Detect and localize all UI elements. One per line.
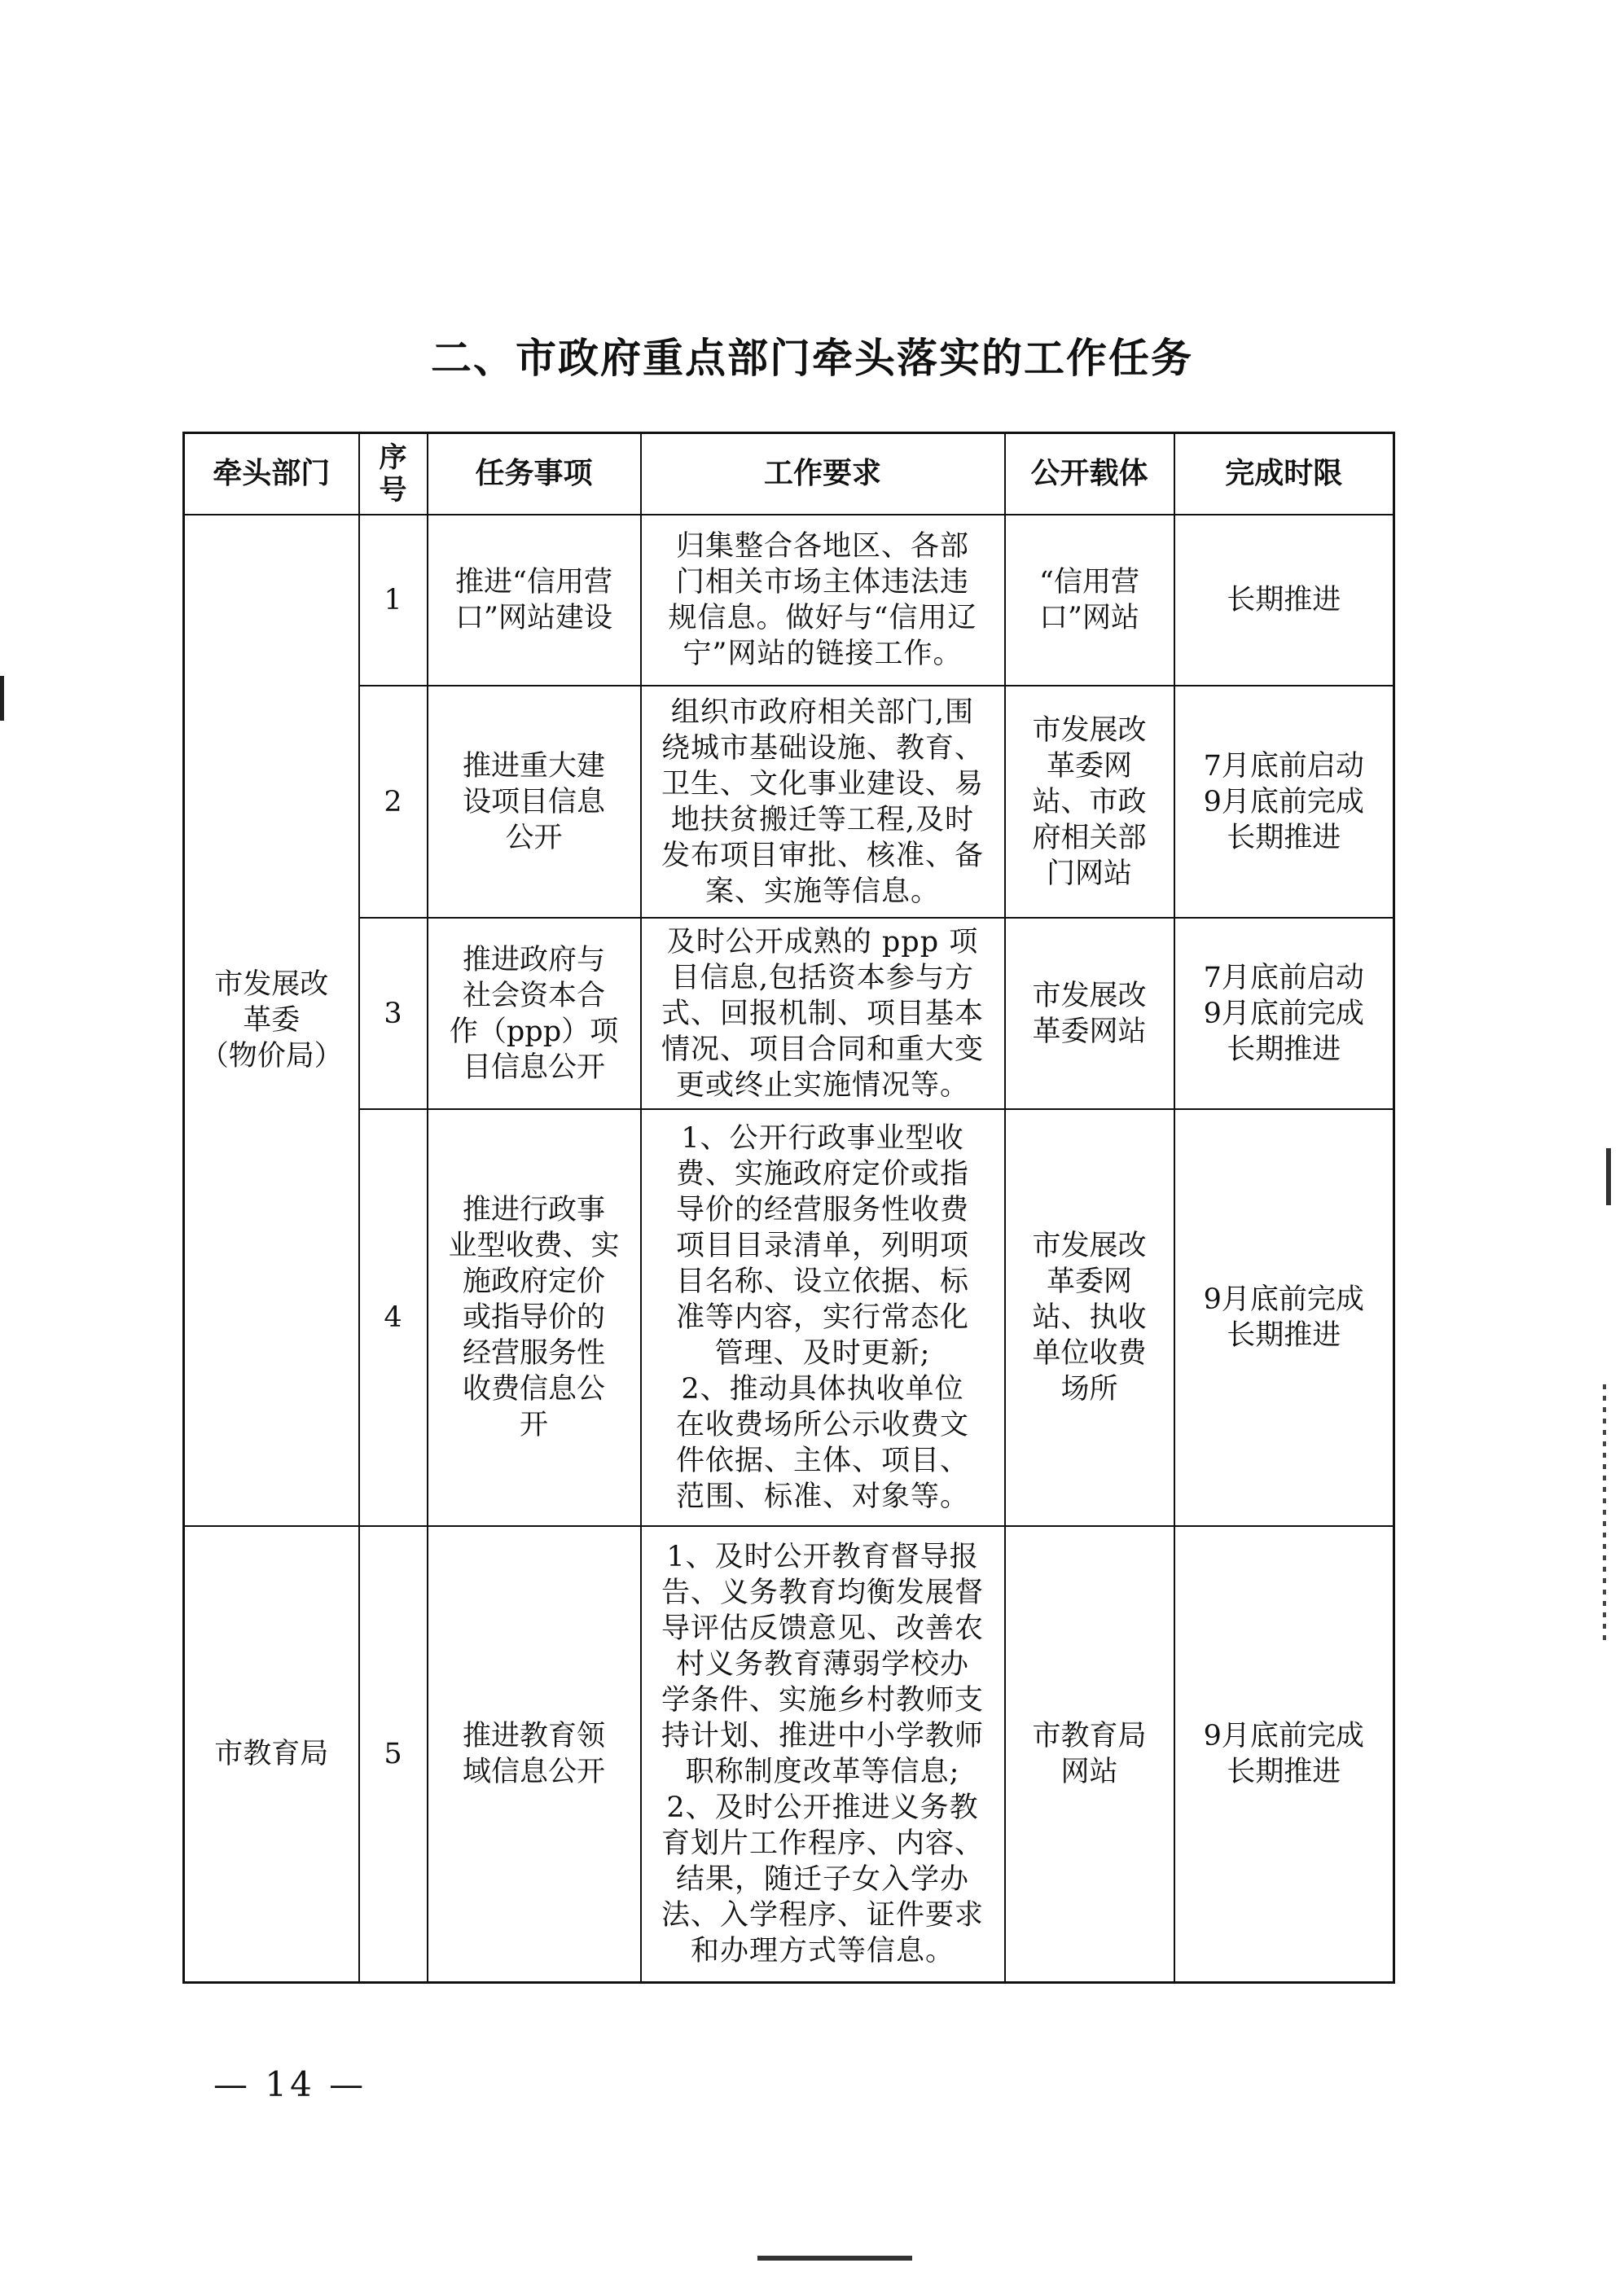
requirement-line: 费、实施政府定价或指 xyxy=(675,1158,969,1191)
carrier-cell xyxy=(1005,1526,1174,1982)
carrier-cell xyxy=(1005,1109,1174,1526)
scan-artifact xyxy=(0,676,4,721)
seq-cell: 4 xyxy=(359,1109,428,1526)
carrier-line: 单位收费 xyxy=(1032,1337,1147,1370)
deadline-line: 9月底前完成 xyxy=(1203,997,1364,1030)
table-row xyxy=(184,1109,1394,1526)
requirement-line: 结果，随迁子女入学办 xyxy=(675,1862,969,1896)
task-line: 目信息公开 xyxy=(462,1050,605,1084)
task-line: 设项目信息 xyxy=(462,785,605,818)
deadline-line: 7月底前启动 xyxy=(1203,961,1364,994)
requirement-line: 组织市政府相关部门,围 xyxy=(670,695,975,729)
requirement-line: 案、实施等信息。 xyxy=(704,875,940,908)
deadline-line: 长期推进 xyxy=(1227,584,1341,616)
carrier-line: 市发展改 xyxy=(1032,1230,1147,1262)
deadline-line: 长期推进 xyxy=(1227,1319,1341,1352)
task-line: 推进“信用营 xyxy=(455,566,612,599)
task-line: 经营服务性 xyxy=(462,1337,605,1370)
requirement-line: 目信息,包括资本参与方 xyxy=(670,961,975,994)
task-line: 推进重大建 xyxy=(462,749,605,783)
requirement-line: 准等内容，实行常态化 xyxy=(675,1301,969,1334)
requirement-line: 规信息。做好与“信用辽 xyxy=(668,602,977,634)
dept-line: （物价局） xyxy=(200,1040,343,1072)
carrier-line: 场所 xyxy=(1060,1373,1118,1406)
deadline-cell xyxy=(1174,1526,1394,1982)
deadline-line: 7月底前启动 xyxy=(1203,749,1364,783)
task-line: 公开 xyxy=(505,821,563,854)
requirement-line: 件依据、主体、项目、 xyxy=(675,1445,969,1477)
requirement-line: 在收费场所公示收费文 xyxy=(675,1409,969,1441)
requirement-line: 门相关市场主体违法违 xyxy=(675,566,969,599)
carrier-line: 府相关部 xyxy=(1032,821,1147,854)
seq-cell: 1 xyxy=(359,515,428,686)
task-line: 开 xyxy=(519,1409,548,1441)
requirement-line: 管理、及时更新; xyxy=(714,1337,931,1370)
carrier-line: 网站 xyxy=(1060,1755,1118,1788)
deadline-cell xyxy=(1174,1109,1394,1526)
deadline-line: 长期推进 xyxy=(1227,821,1341,854)
header-deadline: 完成时限 xyxy=(1174,433,1394,515)
table-body xyxy=(184,515,1394,1982)
dept-line: 市教育局 xyxy=(214,1737,329,1770)
requirement-line: 项目目录清单，列明项 xyxy=(675,1230,969,1262)
seq-cell: 5 xyxy=(359,1526,428,1982)
task-cell xyxy=(428,918,641,1109)
header-carrier: 公开载体 xyxy=(1005,433,1174,515)
requirement-line: 和办理方式等信息。 xyxy=(690,1934,955,1967)
deadline-line: 9月底前完成 xyxy=(1203,1283,1364,1316)
deadline-line: 9月底前完成 xyxy=(1203,785,1364,818)
requirement-line: 绕城市基础设施、教育、 xyxy=(661,731,984,765)
page-title: 二、市政府重点部门牵头落实的工作任务 xyxy=(431,335,1193,382)
requirement-line: 1、公开行政事业型收 xyxy=(681,1122,964,1155)
header-req: 工作要求 xyxy=(641,433,1005,515)
seq-cell: 2 xyxy=(359,686,428,918)
task-line: 施政府定价 xyxy=(462,1265,605,1298)
carrier-line: 市发展改 xyxy=(1032,713,1147,747)
deadline-line: 长期推进 xyxy=(1227,1755,1341,1788)
dept-cell xyxy=(184,515,359,1526)
requirement-line: 法、入学程序、证件要求 xyxy=(661,1898,984,1932)
requirement-cell xyxy=(641,918,1005,1109)
carrier-line: 革委网 xyxy=(1046,749,1132,783)
requirement-line: 情况、项目合同和重大变 xyxy=(661,1033,984,1066)
task-line: 业型收费、实 xyxy=(448,1230,620,1262)
seq-cell: 3 xyxy=(359,918,428,1109)
requirement-line: 及时公开成熟的 ppp 项 xyxy=(666,925,979,958)
carrier-line: “信用营 xyxy=(1039,566,1139,599)
table-header-row xyxy=(184,433,1394,515)
carrier-cell xyxy=(1005,918,1174,1109)
requirement-line: 1、及时公开教育督导报 xyxy=(666,1540,979,1573)
task-line: 收费信息公 xyxy=(462,1373,605,1406)
requirement-line: 学条件、实施乡村教师支 xyxy=(661,1683,984,1717)
requirement-line: 式、回报机制、项目基本 xyxy=(661,997,984,1030)
header-task: 任务事项 xyxy=(428,433,641,515)
requirement-line: 目名称、设立依据、标 xyxy=(675,1265,969,1298)
requirement-line: 告、义务教育均衡发展督 xyxy=(661,1576,984,1609)
carrier-line: 站、执收 xyxy=(1032,1301,1147,1334)
carrier-line: 市教育局 xyxy=(1032,1719,1147,1752)
requirement-cell xyxy=(641,1526,1005,1982)
carrier-line: 革委网站 xyxy=(1032,1015,1147,1048)
scan-artifact xyxy=(1603,1384,1606,1645)
header-seq xyxy=(359,433,428,515)
dept-cell xyxy=(184,1526,359,1982)
requirement-line: 宁”网站的链接工作。 xyxy=(683,638,963,670)
carrier-line: 市发展改 xyxy=(1032,979,1147,1012)
requirement-line: 持计划、推进中小学教师 xyxy=(661,1719,984,1752)
header-dept: 牵头部门 xyxy=(184,433,359,515)
deadline-line: 长期推进 xyxy=(1227,1033,1341,1066)
task-cell xyxy=(428,686,641,918)
requirement-line: 地扶贫搬迁等工程,及时 xyxy=(670,803,975,836)
task-cell xyxy=(428,515,641,686)
task-line: 社会资本合 xyxy=(462,979,605,1012)
requirement-line: 导价的经营服务性收费 xyxy=(675,1194,969,1226)
deadline-cell xyxy=(1174,515,1394,686)
deadline-line: 9月底前完成 xyxy=(1203,1719,1364,1752)
task-line: 或指导价的 xyxy=(462,1301,605,1334)
table-row xyxy=(184,686,1394,918)
requirement-line: 村义务教育薄弱学校办 xyxy=(675,1647,969,1681)
requirement-line: 更或终止实施情况等。 xyxy=(675,1068,969,1102)
requirement-line: 职称制度改革等信息; xyxy=(685,1755,960,1788)
header-seq-line: 序 xyxy=(379,441,407,474)
dept-line: 市发展改 xyxy=(214,968,329,1001)
carrier-line: 站、市政 xyxy=(1032,785,1147,818)
requirement-line: 2、推动具体执收单位 xyxy=(681,1373,964,1406)
deadline-cell xyxy=(1174,686,1394,918)
table-row xyxy=(184,515,1394,686)
table-row xyxy=(184,1526,1394,1982)
task-line: 作（ppp）项 xyxy=(449,1015,619,1048)
requirement-line: 发布项目审批、核准、备 xyxy=(661,839,984,872)
task-line: 推进行政事 xyxy=(462,1194,605,1226)
carrier-cell xyxy=(1005,515,1174,686)
carrier-line: 革委网 xyxy=(1046,1265,1132,1298)
carrier-cell xyxy=(1005,686,1174,918)
page-number: — 14 — xyxy=(213,2064,367,2104)
deadline-cell xyxy=(1174,918,1394,1109)
carrier-line: 口”网站 xyxy=(1039,602,1139,634)
dept-line: 革委 xyxy=(243,1004,301,1037)
task-cell xyxy=(428,1109,641,1526)
task-line: 推进教育领 xyxy=(462,1719,605,1752)
carrier-line: 门网站 xyxy=(1046,857,1132,890)
task-cell xyxy=(428,1526,641,1982)
requirement-line: 育划片工作程序、内容、 xyxy=(661,1827,984,1860)
task-table xyxy=(182,432,1395,1984)
requirement-line: 2、及时公开推进义务教 xyxy=(666,1791,979,1824)
requirement-line: 卫生、文化事业建设、易 xyxy=(661,767,984,800)
requirement-cell xyxy=(641,1109,1005,1526)
task-line: 域信息公开 xyxy=(462,1755,605,1788)
requirement-line: 范围、标准、对象等。 xyxy=(675,1480,969,1513)
task-line: 口”网站建设 xyxy=(455,602,612,634)
requirement-line: 导评估反馈意见、改善农 xyxy=(661,1612,984,1645)
requirement-cell xyxy=(641,515,1005,686)
table-row xyxy=(184,918,1394,1109)
scan-artifact xyxy=(757,2256,912,2261)
requirement-cell xyxy=(641,686,1005,918)
scan-artifact xyxy=(1606,1148,1611,1205)
task-line: 推进政府与 xyxy=(462,943,605,976)
requirement-line: 归集整合各地区、各部 xyxy=(675,530,969,563)
header-seq-line: 号 xyxy=(379,474,407,507)
